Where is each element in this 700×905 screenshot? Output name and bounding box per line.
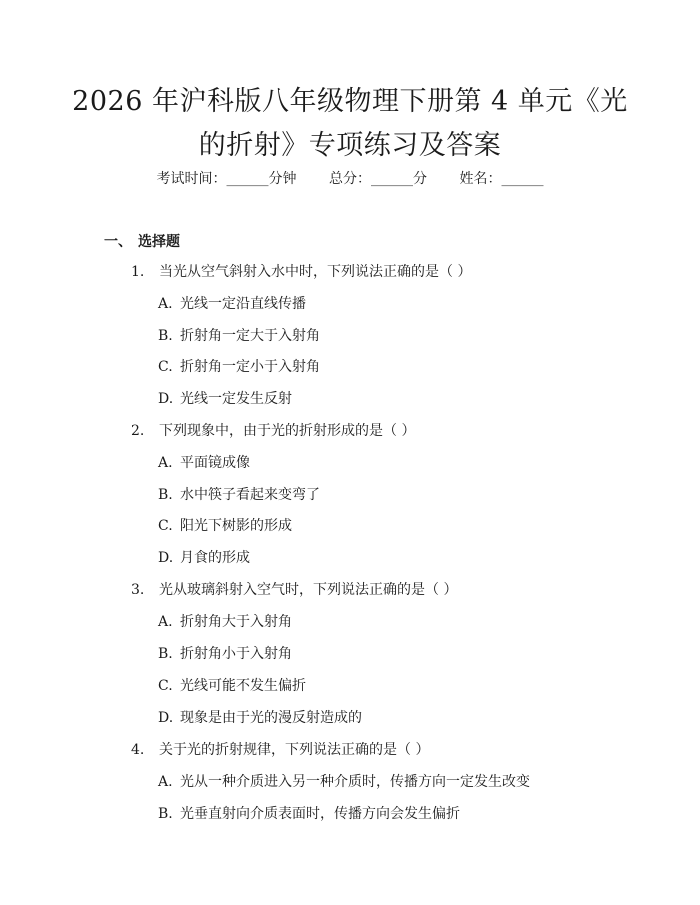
option-text: 水中筷子看起来变弯了 (180, 487, 320, 503)
total-score: 总分：______分 (329, 171, 427, 187)
option-3c (158, 675, 306, 695)
option-text: 折射角大于入射角 (180, 614, 292, 630)
option-text: 现象是由于光的漫反射造成的 (180, 710, 362, 726)
question-text: 当光从空气斜射入水中时，下列说法正确的是（ ） (159, 264, 472, 280)
option-text: 阳光下树影的形成 (180, 518, 292, 534)
option-2b (158, 484, 320, 504)
question-2 (131, 420, 415, 440)
question-number: 4. (131, 742, 145, 758)
option-text: 折射角小于入射角 (180, 646, 292, 662)
option-1b (158, 325, 320, 345)
option-2a (158, 452, 250, 472)
option-3d (158, 707, 362, 727)
option-4b (158, 803, 460, 823)
option-1a (158, 293, 306, 313)
question-4 (131, 739, 429, 759)
question-number: 3. (131, 582, 145, 598)
option-letter: B. (158, 487, 173, 503)
document-title (70, 80, 630, 168)
section-label: 选择题 (138, 234, 180, 250)
option-1c (158, 356, 320, 376)
title-line-2: 的折射》专项练习及答案 (198, 130, 502, 161)
option-letter: A. (158, 296, 173, 312)
option-letter: D. (158, 550, 174, 566)
option-letter: C. (158, 518, 173, 534)
option-letter: D. (158, 391, 174, 407)
option-letter: C. (158, 678, 173, 694)
exam-time: 考试时间：______分钟 (156, 171, 297, 187)
question-1 (131, 261, 471, 281)
option-3b (158, 643, 292, 663)
option-text: 光线可能不发生偏折 (180, 678, 306, 694)
question-text: 光从玻璃斜射入空气时，下列说法正确的是（ ） (159, 582, 458, 598)
question-number: 1. (131, 264, 145, 280)
option-letter: B. (158, 328, 173, 344)
option-letter: A. (158, 774, 173, 790)
title-line-1: 2026 年沪科版八年级物理下册第 4 单元《光 (72, 86, 628, 117)
option-text: 光垂直射向介质表面时，传播方向会发生偏折 (180, 806, 460, 822)
option-letter: B. (158, 646, 173, 662)
student-name: 姓名：______ (459, 171, 544, 187)
option-3a (158, 611, 292, 631)
option-2d (158, 547, 250, 567)
question-text: 关于光的折射规律，下列说法正确的是（ ） (159, 742, 430, 758)
option-text: 光线一定沿直线传播 (180, 296, 306, 312)
option-text: 平面镜成像 (180, 455, 250, 471)
section-heading (104, 231, 180, 251)
option-4a (158, 771, 530, 791)
exam-info (0, 168, 700, 188)
option-letter: B. (158, 806, 173, 822)
option-2c (158, 515, 292, 535)
option-1d (158, 388, 292, 408)
option-letter: A. (158, 455, 173, 471)
section-number: 一、 (104, 234, 132, 250)
option-text: 月食的形成 (180, 550, 250, 566)
question-3 (131, 579, 457, 599)
option-text: 光从一种介质进入另一种介质时，传播方向一定发生改变 (180, 774, 530, 790)
option-text: 折射角一定大于入射角 (180, 328, 320, 344)
question-number: 2. (131, 423, 145, 439)
option-text: 折射角一定小于入射角 (180, 359, 320, 375)
question-text: 下列现象中，由于光的折射形成的是（ ） (159, 423, 416, 439)
option-text: 光线一定发生反射 (180, 391, 292, 407)
option-letter: C. (158, 359, 173, 375)
option-letter: D. (158, 710, 174, 726)
option-letter: A. (158, 614, 173, 630)
